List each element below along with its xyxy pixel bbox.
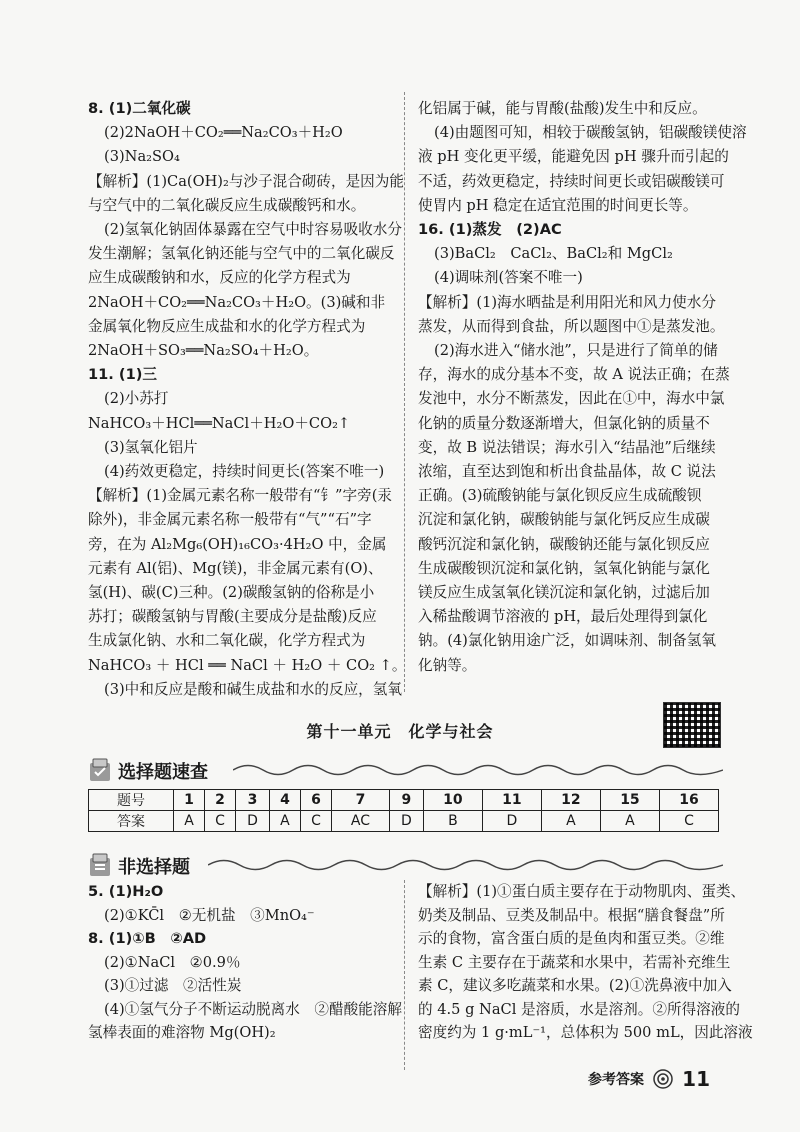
answer-cell: B [423, 811, 482, 832]
left-line: 金属氧化物反应生成盐和水的化学方程式为 [88, 317, 366, 335]
section-nonchoice-header [88, 852, 728, 880]
left-column [88, 97, 407, 702]
left-line: 【解析】(1)金属元素名称一般带有“钅”字旁(汞 [88, 487, 392, 505]
bottom-right-line: 示的食物，富含蛋白质的是鱼肉和蛋豆类。②维 [418, 930, 725, 947]
section-choice-title: 选择题速查 [118, 762, 208, 783]
left-line: (3)中和反应是酸和碱生成盐和水的反应，氢氧 [104, 680, 402, 698]
right-line: 不适，药效更稳定，持续时间更长或铝碳酸镁可 [418, 172, 725, 190]
bottom-left-line: (4)①氢气分子不断运动脱离水 ②醋酸能溶解 [104, 1000, 402, 1018]
left-line: 【解析】(1)Ca(OH)₂与沙子混合砌砖，是因为能 [88, 172, 404, 190]
notebook-icon [88, 757, 112, 783]
left-line: NaHCO₃ ＋ HCl ══ NaCl ＋ H₂O ＋ CO₂ ↑。 [88, 656, 407, 674]
right-line: 化钠的质量分数逐渐增大，但氯化钠的质量不 [418, 414, 710, 432]
right-line: 化钠等。 [418, 656, 477, 674]
right-line: 液 pH 变化更平缓，能避免因 pH 骤升而引起的 [418, 148, 729, 166]
right-line: 钠。(4)氯化钠用途广泛，如调味剂、制备氢氧 [418, 632, 716, 650]
notebook-icon [88, 852, 112, 878]
question-number-cell: 12 [541, 790, 600, 811]
right-line: 浓缩，直至达到饱和析出食盐晶体，故 C 说法 [418, 463, 716, 481]
right-line: (3)BaCl₂ CaCl₂、BaCl₂和 MgCl₂ [434, 245, 673, 263]
left-line: 旁，在为 Al₂Mg₆(OH)₁₆CO₃·4H₂O 中，金属 [88, 535, 387, 553]
right-column [418, 97, 747, 678]
question-number-cell: 7 [332, 790, 390, 811]
bottom-left-line: (2)①KC̄l ②无机盐 ③MnO₄⁻ [104, 906, 315, 924]
question-number-cell: 10 [423, 790, 482, 811]
page-footer [588, 1067, 710, 1091]
right-line: 化铝属于碱，能与胃酸(盐酸)发生中和反应。 [418, 100, 707, 117]
left-line: 2NaOH＋SO₃══Na₂SO₄＋H₂O。 [88, 342, 319, 360]
page-number: 11 [682, 1067, 710, 1091]
answer-cell: A [269, 811, 300, 832]
answer-cell: A [600, 811, 659, 832]
answer-cell: D [389, 811, 423, 832]
answer-cell: C [659, 811, 718, 832]
bottom-right-line: 素 C，建议多吃蔬菜和水果。(2)①洗鼻液中加入 [418, 977, 732, 994]
left-line: 苏打；碳酸氢钠与胃酸(主要成分是盐酸)反应 [88, 608, 377, 626]
answer-cell: C [204, 811, 235, 832]
column-divider [404, 92, 406, 692]
bottom-right-column [418, 880, 753, 1045]
right-line: 【解析】(1)海水晒盐是利用阳光和风力使水分 [418, 293, 716, 311]
question-number-cell: 15 [600, 790, 659, 811]
flower-icon [653, 1069, 673, 1089]
left-line: 除外)，非金属元素名称一般带有“气”“石”字 [88, 511, 372, 529]
right-line: (2)海水进入“储水池”，只是进行了简单的储 [434, 342, 718, 360]
bottom-left-column [88, 880, 402, 1045]
vine-decoration [233, 761, 723, 779]
column-divider [404, 880, 406, 1070]
left-line: 元素有 Al(铝)、Mg(镁)，非金属元素有(O)、 [88, 559, 383, 577]
left-line: 2NaOH＋CO₂══Na₂CO₃＋H₂O。(3)碱和非 [88, 293, 386, 311]
right-line: 变，故 B 说法错误；海水引入“结晶池”后继续 [418, 438, 716, 456]
right-line: 蒸发，从而得到食盐，所以题图中①是蒸发池。 [418, 317, 725, 335]
left-line: 应生成碳酸钠和水，反应的化学方程式为 [88, 269, 351, 287]
unit-title: 第十一单元 化学与社会 [306, 722, 494, 741]
table-row-label: 题号 [89, 790, 174, 811]
left-line: 发生潮解；氢氧化钠还能与空气中的二氧化碳反 [88, 245, 395, 263]
bottom-right-line: 奶类及制品、豆类及制品中。根据“膳食餐盘”所 [418, 906, 725, 924]
table-row-numbers [89, 790, 719, 811]
left-line: 与空气中的二氧化碳反应生成碳酸钙和水。 [88, 196, 366, 214]
left-line: 11. (1)三 [88, 366, 158, 384]
right-line: 镁反应生成氢氧化镁沉淀和氯化钠，过滤后加 [418, 584, 710, 602]
answer-cell: A [174, 811, 205, 832]
right-line: 使胃内 pH 稳定在适宜范围的时间更长等。 [418, 196, 698, 214]
question-number-cell: 3 [236, 790, 270, 811]
left-line: 生成氯化钠、水和二氧化碳，化学方程式为 [88, 632, 366, 650]
left-line: NaHCO₃＋HCl══NaCl＋H₂O＋CO₂↑ [88, 414, 351, 432]
answer-cell: A [541, 811, 600, 832]
vine-decoration [208, 856, 723, 874]
question-number-cell: 4 [269, 790, 300, 811]
left-line: (2)2NaOH＋CO₂══Na₂CO₃＋H₂O [104, 124, 343, 142]
left-line: (4)药效更稳定，持续时间更长(答案不唯一) [104, 463, 385, 481]
right-line: 酸钙沉淀和氯化钠，碳酸钠还能与氯化钡反应 [418, 535, 710, 553]
right-line: (4)由题图可知，相较于碳酸氢钠，铝碳酸镁使溶 [434, 124, 747, 142]
answer-cell: AC [332, 811, 390, 832]
left-line: (3)Na₂SO₄ [104, 148, 180, 166]
question-number-cell: 6 [300, 790, 331, 811]
right-line: (4)调味剂(答案不唯一) [434, 269, 583, 287]
question-number-cell: 2 [204, 790, 235, 811]
right-line: 生成碳酸钡沉淀和氯化钠，氢氧化钠能与氯化 [418, 559, 710, 577]
question-number-cell: 9 [389, 790, 423, 811]
answer-cell: D [236, 811, 270, 832]
table-row-answers [89, 811, 719, 832]
left-line: (2)氢氧化钠固体暴露在空气中时容易吸收水分 [104, 221, 402, 239]
right-line: 发池中，水分不断蒸发，因此在①中，海水中氯 [418, 390, 725, 408]
left-line: 8. (1)二氧化碳 [88, 100, 191, 117]
right-line: 入稀盐酸调节溶液的 pH，最后处理得到氯化 [418, 608, 708, 626]
right-line: 正确。(3)硫酸钠能与氯化钡反应生成硫酸钡 [418, 487, 702, 505]
table-row-label: 答案 [89, 811, 174, 832]
answer-table [88, 789, 719, 832]
bottom-left-line: (2)①NaCl ②0.9％ [104, 953, 241, 971]
bottom-left-line: (3)①过滤 ②活性炭 [104, 977, 242, 994]
section-nonchoice-title: 非选择题 [118, 857, 190, 878]
answer-cell: D [482, 811, 541, 832]
bottom-left-line: 氢棒表面的难溶物 Mg(OH)₂ [88, 1024, 276, 1041]
question-number-cell: 16 [659, 790, 718, 811]
bottom-right-line: 生素 C 主要存在于蔬菜和水果中，若需补充维生 [418, 953, 731, 971]
left-line: (3)氢氧化铝片 [104, 438, 198, 456]
right-line: 16. (1)蒸发 (2)AC [418, 221, 562, 239]
section-choice-header [88, 757, 728, 785]
bottom-right-line: 的 4.5 g NaCl 是溶质，水是溶剂。②所得溶液的 [418, 1000, 740, 1018]
left-line: 氢(H)、碳(C)三种。(2)碳酸氢钠的俗称是小 [88, 584, 375, 602]
question-number-cell: 1 [174, 790, 205, 811]
bottom-right-line: 【解析】(1)①蛋白质主要存在于动物肌肉、蛋类、 [418, 883, 746, 900]
answer-cell: C [300, 811, 331, 832]
qr-code-icon [663, 702, 721, 748]
footer-label: 参考答案 [587, 1072, 644, 1088]
left-line: (2)小苏打 [104, 390, 169, 408]
right-line: 沉淀和氯化钠，碳酸钠能与氯化钙反应生成碳 [418, 511, 710, 529]
bottom-left-line: 8. (1)①B ②AD [88, 930, 207, 947]
bottom-right-line: 密度约为 1 g·mL⁻¹，总体积为 500 mL，因此溶液 [418, 1024, 753, 1041]
bottom-left-line: 5. (1)H₂O [88, 883, 164, 900]
question-number-cell: 11 [482, 790, 541, 811]
right-line: 存，海水的成分基本不变，故 A 说法正确；在蒸 [418, 366, 730, 384]
